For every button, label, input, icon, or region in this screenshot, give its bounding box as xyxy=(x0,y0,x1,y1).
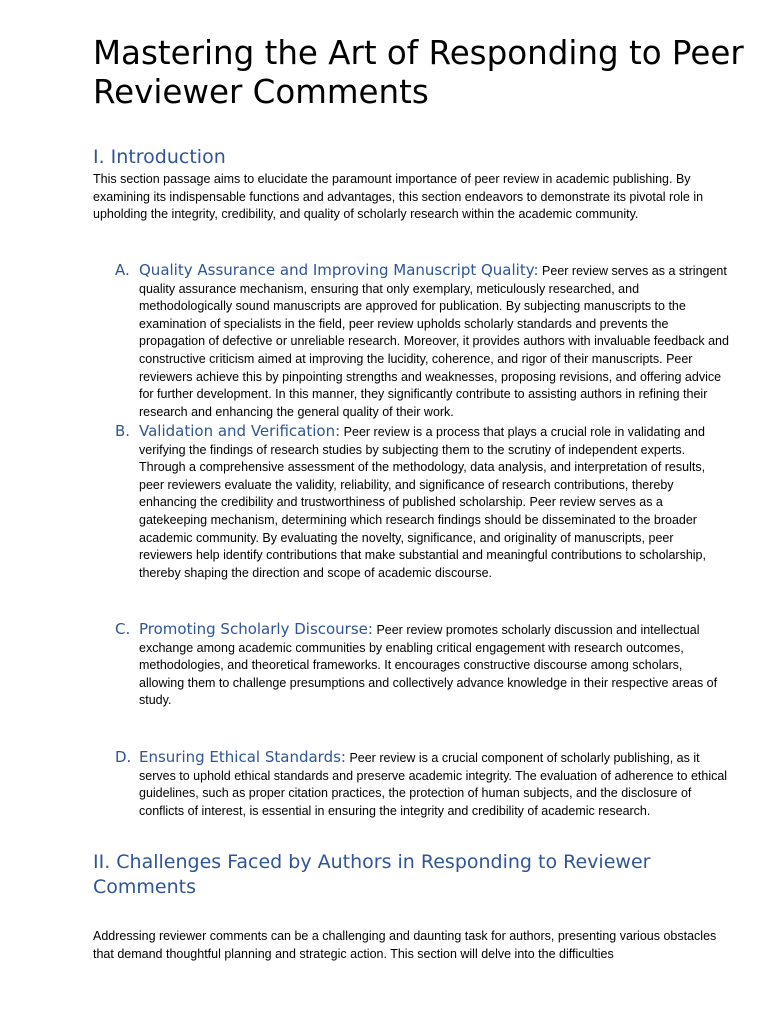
list-item-letter: B. xyxy=(115,422,131,440)
list-item-c xyxy=(115,620,729,710)
document-title: Mastering the Art of Responding to Peer Reviewer Comments xyxy=(93,34,744,111)
list-item-d xyxy=(115,748,729,820)
list-item-title: Quality Assurance and Improving Manuscript Quality: xyxy=(139,261,539,279)
section-heading-challenges: II. Challenges Faced by Authors in Responding to Reviewer Comments xyxy=(93,851,651,898)
list-item-letter: A. xyxy=(115,261,130,279)
list-item-a xyxy=(115,261,729,421)
list-item-text: Peer review promotes scholarly discussion and intellectual exchange among academic communities by enabling critical engagement with research outcomes, methodologies, and theoretical frameworks. It encourages constructive discourse among scholars, allowing them to challenge presumptions and collectively advance knowledge in their respective areas of study. xyxy=(139,623,718,708)
introduction-paragraph: This section passage aims to elucidate the paramount importance of peer review in academic publishing. By examining its indispensable functions and advantages, this section endeavors to demonstrate its pivotal role in upholding the integrity, credibility, and quality of scholarly research within the academic community. xyxy=(93,172,704,222)
list-item-text: Peer review is a crucial component of scholarly publishing, as it serves to uphold ethical standards and preserve academic integrity. The evaluation of adherence to ethical guidelines, such as proper citation practices, the protection of human subjects, and the disclosure of conflicts of interest, is essential in ensuring the integrity and credibility of academic research. xyxy=(139,751,728,818)
list-item-title: Ensuring Ethical Standards: xyxy=(139,748,346,766)
list-item-title: Promoting Scholarly Discourse: xyxy=(139,620,373,638)
list-item-text: Peer review serves as a stringent quality assurance mechanism, ensuring that only exemplary, meticulously researched, and methodologically sound manuscripts are approved for publication. By subjecting manuscripts to the examination of specialists in the field, peer review upholds scholarly standards and prevents the propagation of defective or unreliable research. Moreover, it provides authors with invaluable feedback and constructive criticism aimed at improving the lucidity, coherence, and rigor of their manuscripts. Peer reviewers achieve this by pinpointing strengths and weaknesses, proposing revisions, and offering advice for further development. In this manner, they significantly contribute to assisting authors in refining their research and enhancing the general quality of their work. xyxy=(139,264,729,419)
section-heading-introduction: I. Introduction xyxy=(93,146,226,168)
challenges-paragraph: Addressing reviewer comments can be a challenging and daunting task for authors, presenting various obstacles that demand thoughtful planning and strategic action. This section will delve into the difficulties xyxy=(93,929,717,961)
list-item-letter: D. xyxy=(115,748,132,766)
list-item-letter: C. xyxy=(115,620,131,638)
list-item-text: Peer review is a process that plays a crucial role in validating and verifying the findings of research studies by subjecting them to the scrutiny of independent experts. Through a comprehensive assessment of the methodology, data analysis, and interpretation of results, peer reviewers evaluate the validity, reliability, and significance of research contributions, thereby enhancing the credibility and trustworthiness of published scholarship. Peer review serves as a gatekeeping mechanism, determining which research findings should be disseminated to the broader academic community. By evaluating the novelty, significance, and originality of manuscripts, peer reviewers help identify contributions that make substantial and meaningful contributions to scholarship, thereby shaping the direction and scope of academic discourse. xyxy=(139,425,706,580)
list-item-b xyxy=(115,422,729,582)
list-item-title: Validation and Verification: xyxy=(139,422,341,440)
